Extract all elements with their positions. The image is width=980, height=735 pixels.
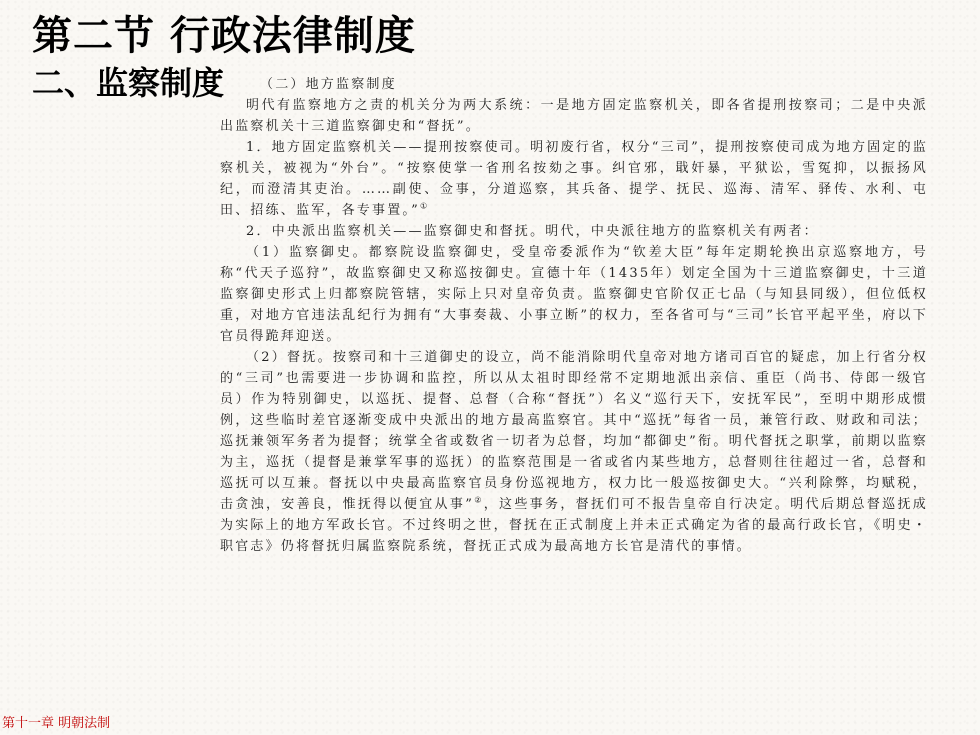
- paragraph-5-text-a: （2）督抚。按察司和十三道御史的设立，尚不能消除明代皇帝对地方诸司百官的疑虑，加上行省分权的“三司”也需要进一步协调和监控，所以从太祖时即经常不定期地派出亲信、重臣（尚书、侍郎一级官员）作为特别御史，以巡抚、提督、总督（合称“督抚”）名义“巡行天下，安抚军民”，至明中期形成惯例，这些临时差官逐渐变成中央派出的地方最高监察官。其中“巡抚”每省一员，兼管行政、财政和司法；巡抚兼领军务者为提督；统掌全省或数省一切者为总督，均加“都御史”衔。明代督抚之职掌，前期以监察为主，巡抚（提督是兼掌军事的巡抚）的监察范围是一省或省内某些地方，总督则往往超过一省，总督和巡抚可以互兼。督抚以中央最高监察官员身份巡视地方，权力比一般巡按御史大。“兴利除弊，均赋税，击贪浊，安善良，惟抚得以便宜从事”: [220, 350, 928, 512]
- paragraph-5-text-b: ，这些事务，督抚们可不报告皇帝自行决定。明代后期总督巡抚成为实际上的地方军政长官。不过终明之世，督抚在正式制度上并未正式确定为省的最高行政长官，《明史・职官志》仍将督抚归属监察院系统，督抚正式成为最高地方长官是清代的事情。: [220, 497, 928, 554]
- paragraph-2: [220, 137, 928, 221]
- paragraph-5: [220, 347, 928, 557]
- page-title: 第二节 行政法律制度: [32, 13, 416, 59]
- section-subtitle: 二、监察制度: [32, 64, 225, 102]
- body-text: [220, 74, 928, 557]
- paragraph-3: 2．中央派出监察机关——监察御史和督抚。明代，中央派往地方的监察机关有两者：: [246, 224, 819, 239]
- paragraph-4: （1）监察御史。都察院设监察御史，受皇帝委派作为“钦差大臣”每年定期轮换出京巡察地方，号称“代天子巡狩”，故监察御史又称巡按御史。宣德十年（1435年）划定全国为十三道监察御史，十三道监察御史形式上归都察院管辖，实际上只对皇帝负责。监察御史官阶仅正七品（与知县同级），但位低权重，对地方官违法乱纪行为拥有“大事奏裁、小事立断”的权力，至各省可与“三司”长官平起平坐，府以下官员得跪拜迎送。: [220, 245, 928, 344]
- paragraph-2-text: 1．地方固定监察机关——提刑按察使司。明初废行省，权分“三司”，提刑按察使司成为地方固定的监察机关，被视为“外台”。“按察使掌一省刑名按劾之事。纠官邪，戢奸暴，平狱讼，雪冤抑，以振扬风纪，而澄清其吏治。……副使、佥事，分道巡察，其兵备、提学、抚民、巡海、清军、驿传、水利、屯田、招练、监军，各专事置。”: [220, 140, 928, 218]
- chapter-footer: 第十一章 明朝法制: [2, 716, 111, 731]
- section-heading: （二）地方监察制度: [260, 77, 397, 92]
- footnote-marker-2: ②: [474, 495, 484, 505]
- footnote-marker-1: ①: [419, 201, 430, 211]
- paragraph-1: 明代有监察地方之责的机关分为两大系统：一是地方固定监察机关，即各省提刑按察司；二是中央派出监察机关十三道监察御史和“督抚”。: [220, 98, 928, 134]
